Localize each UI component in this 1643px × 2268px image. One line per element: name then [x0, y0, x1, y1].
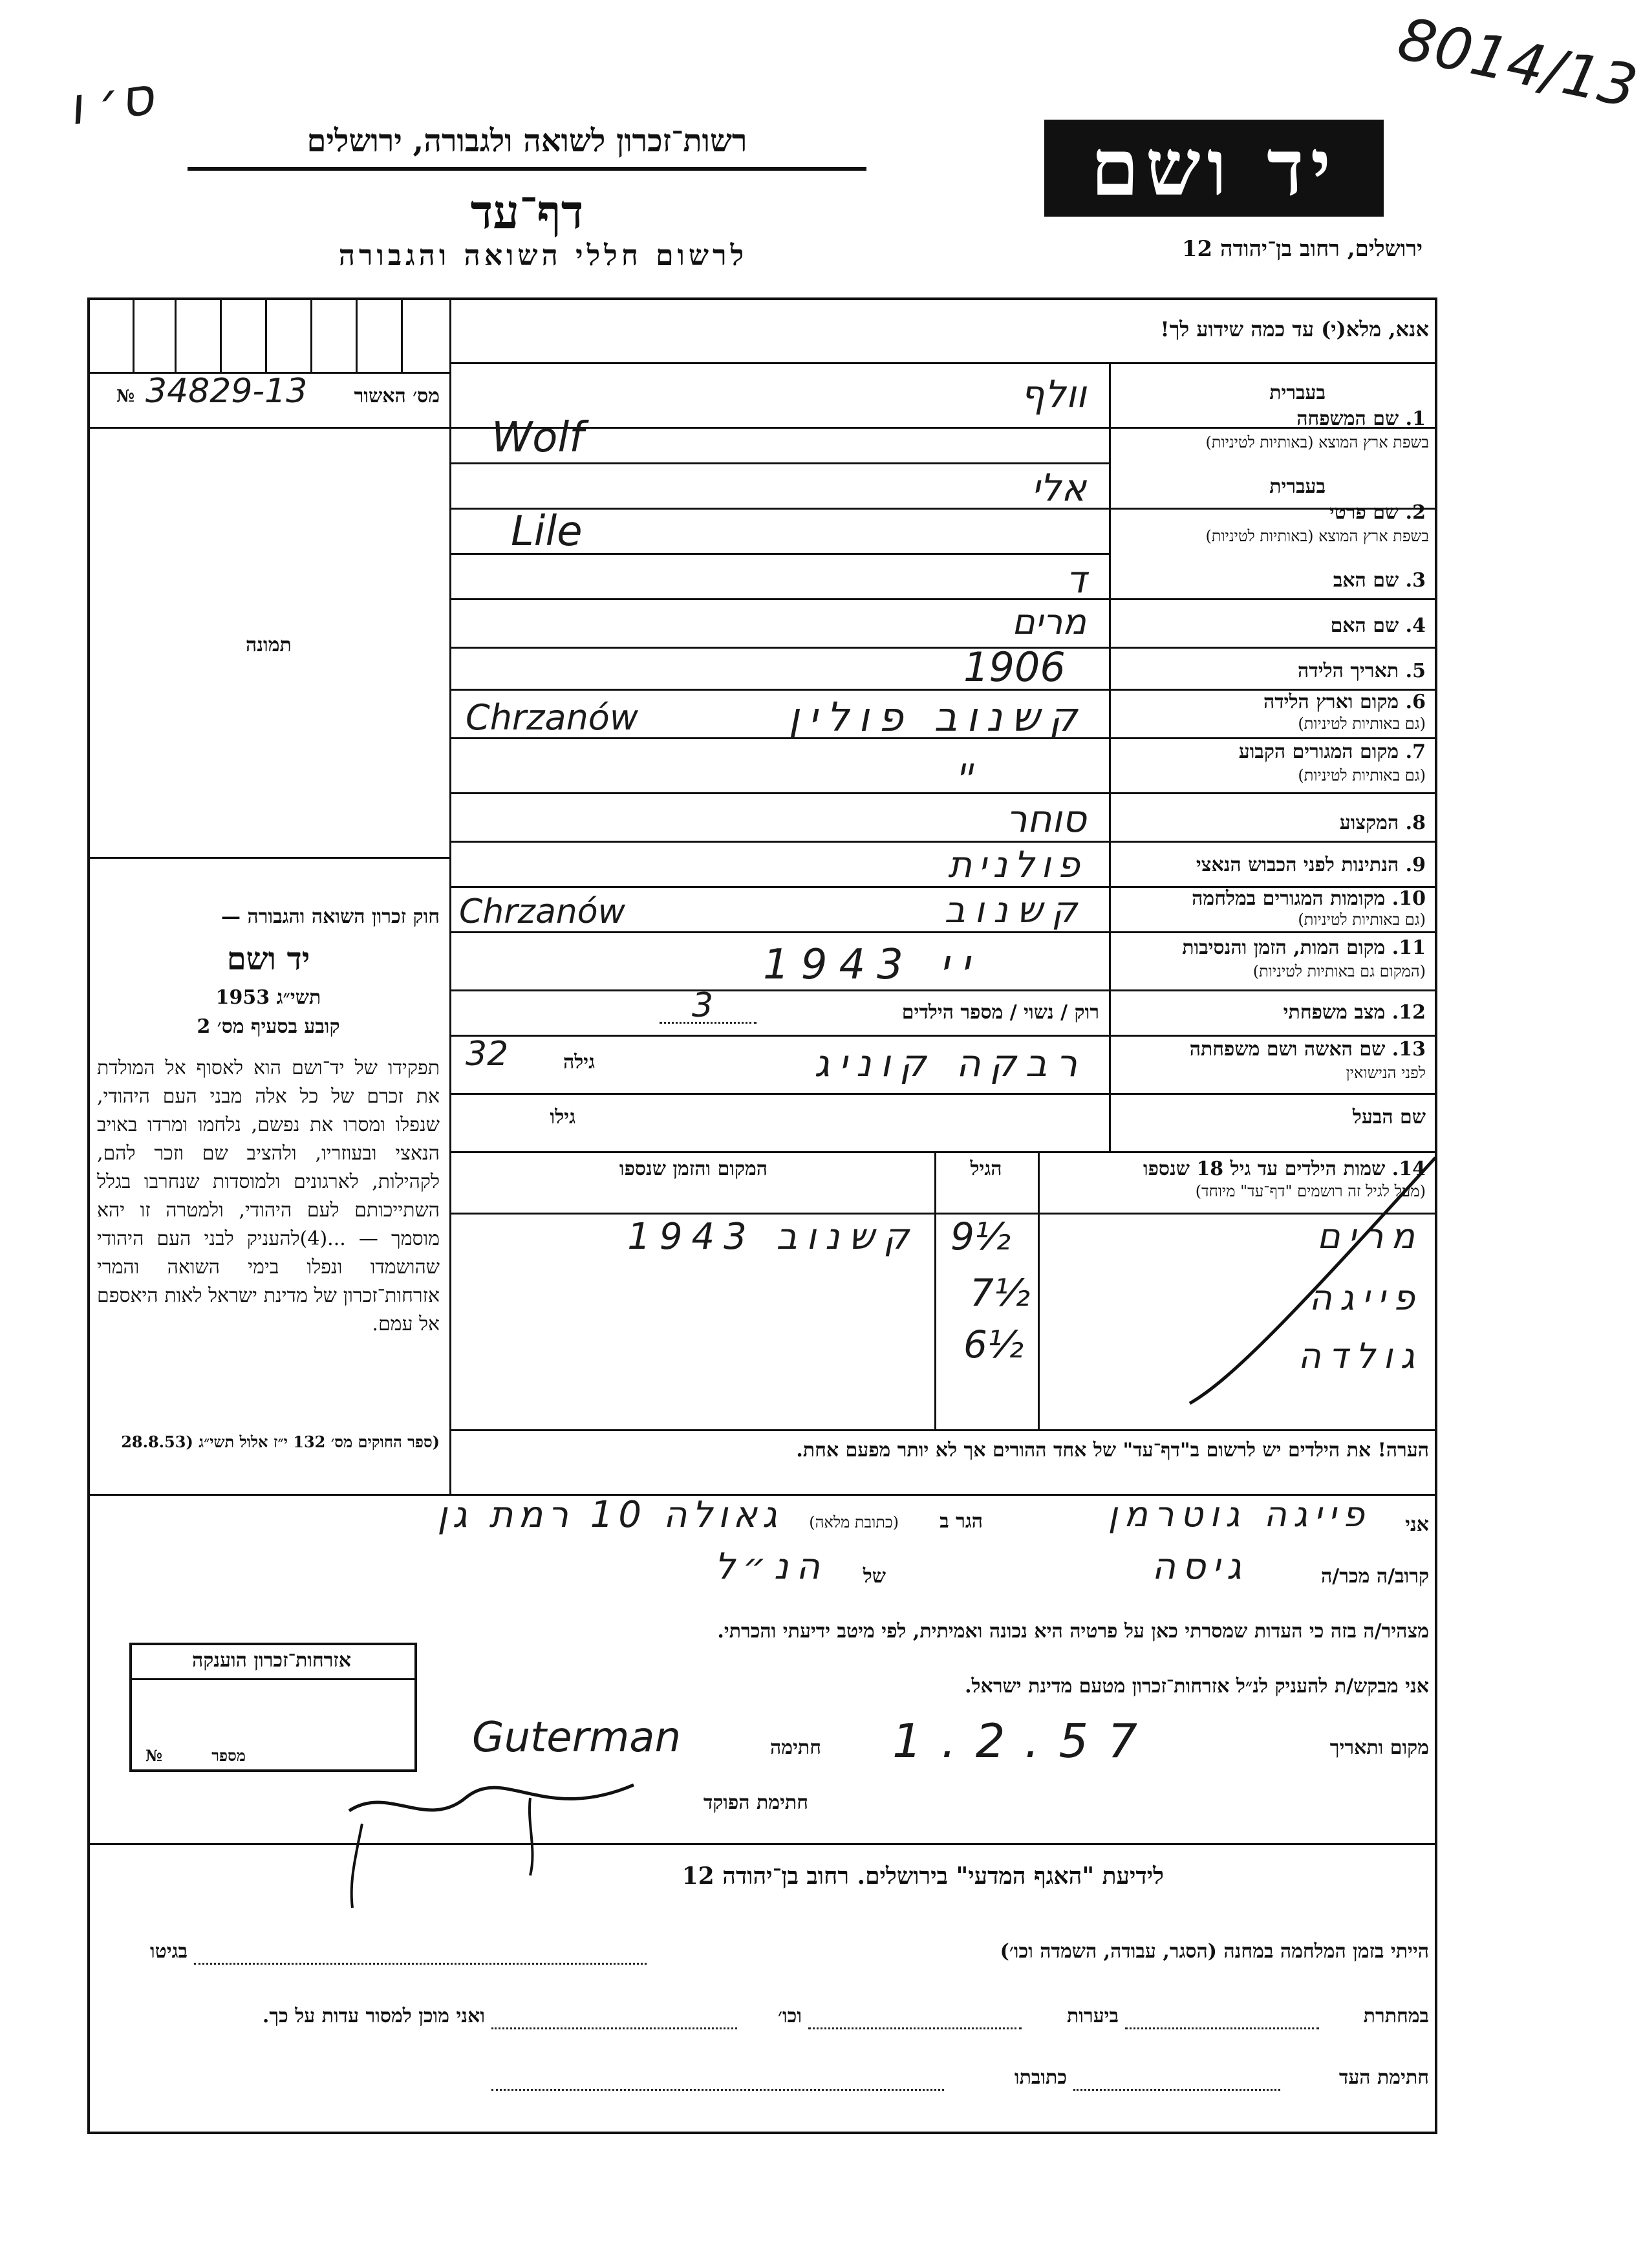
- law-title: חוק זכרון השואה והגבורה —: [221, 905, 440, 928]
- approval-label: מס׳ האשור: [354, 385, 440, 407]
- field-11-value: יי 1943: [763, 941, 982, 989]
- strikethrough-mark: [1177, 1145, 1448, 1429]
- handwritten-annotation-left: ס׳ ו: [64, 65, 158, 137]
- page-subtitle: לרשום חללי השואה והגבורה: [338, 239, 748, 272]
- row-line: [449, 841, 1437, 843]
- children-col-divider-2: [934, 1151, 936, 1429]
- children-place-header: המקום והזמן שנספו: [619, 1158, 768, 1180]
- field-13-age: 32: [466, 1035, 509, 1074]
- tick-2: [175, 297, 177, 372]
- field-4-label: 4. שם האם: [1330, 614, 1426, 637]
- row-line: [449, 1093, 1437, 1095]
- footer-top-line: [87, 1843, 1437, 1845]
- intro-divider: [449, 362, 1437, 364]
- field-3-value: ד: [1066, 557, 1086, 601]
- tick-6: [356, 297, 358, 372]
- declarant-signature: Guterman: [472, 1714, 682, 1762]
- tick-5: [310, 297, 312, 372]
- field-13-sub: לפני הנישואין: [1346, 1064, 1426, 1082]
- label-column-divider: [1109, 362, 1111, 1151]
- child-name-1: מרים: [1316, 1216, 1423, 1257]
- field-12-options: רוק / נשוי / מספר הילדים: [901, 1001, 1099, 1024]
- form-intro: אנא, מלא(י) עד כמה שידוע לך!: [1160, 317, 1429, 341]
- field-5-label: 5. תאריך הלידה: [1298, 660, 1426, 682]
- authority-name: רשות־זכרון לשואה ולגבורה, ירושלים: [306, 123, 747, 159]
- field-6-latin: Chrzanów: [466, 697, 638, 738]
- law-name: יד ושם: [226, 941, 310, 977]
- field-7-value: יי: [957, 750, 973, 791]
- field-10-sub: (גם באותיות לטיניות): [1298, 911, 1426, 929]
- law-year: תשי״ג 1953: [215, 986, 321, 1009]
- field-6-sub: (גם באותיות לטיניות): [1298, 715, 1426, 733]
- field-1-sub: בשפת ארץ המוצא (באותיות לטיניות): [1205, 433, 1429, 451]
- photo-label: תמונה: [246, 634, 292, 656]
- signature-label: חתימה: [770, 1736, 821, 1759]
- footer-forests: ביערות: [1066, 2005, 1119, 2027]
- footer-ghetto: בגיטו: [149, 1940, 188, 1963]
- field-2-hebrew-value: אלי: [1031, 466, 1086, 510]
- row-line: [449, 647, 1437, 649]
- footer-title: לידיעת "האגף המדעי" בירושלים. רחוב בן־יהודה 12: [682, 1863, 1164, 1890]
- husband-label: שם הבעל: [1352, 1106, 1426, 1129]
- field-9-value: פולנית: [948, 844, 1086, 886]
- children-bottom-line: [449, 1429, 1437, 1431]
- children-sub: (מעל לגיל זה רושמים "דף־עד" מיוחד): [1195, 1182, 1426, 1200]
- declaration-date: 1.2.57: [892, 1714, 1157, 1768]
- row-line: [449, 1035, 1437, 1037]
- yad-vashem-logo: יד ושם: [1044, 120, 1384, 217]
- husband-age-label: גילו: [550, 1106, 575, 1129]
- certificate-title: אזרחות־זכרון הוענקה: [191, 1649, 352, 1672]
- children-col-divider-1: [1038, 1151, 1040, 1429]
- field-7-label: 7. מקום המגורים הקבוע: [1238, 740, 1426, 763]
- tick-7: [401, 297, 403, 372]
- law-ref: (ספר החוקים מס׳ 132 י״ז אלול תשי״ג (28.8.53: [121, 1432, 440, 1451]
- law-section: קובע בסעיף מס׳ 2: [197, 1015, 340, 1038]
- declaration-address: גאולה 10 רמת גן: [437, 1494, 782, 1536]
- field-8-value: סוחר: [1005, 797, 1086, 841]
- law-text: תפקידו של יד־ושם הוא לאסוף אל המולדת את זכרם של כל אלה מבני העם היהודי, שנפלו ומסרו את נפשם, נלחמו ומרדו באויב הנאצי ובעוזריו, ולהציב שם וזכר להם, לקהילות, לארגונים ולמוסדות שנחרבו בגלל השתייכותם לעם היהודי, ולמטרה זו יהא מוסמך — ...(4)להעניק לבני העם היהודי שהושמדו ונפלו בימי השואה והמרי אזרחות־זכרון של מדינת ישראל לאות היאספם אל עמם.: [97, 1057, 440, 1335]
- field-10-label: 10. מקומות המגורים במלחמה: [1192, 887, 1426, 910]
- field-8-label: 8. המקצוע: [1339, 812, 1426, 834]
- footer-underground-dots: [1125, 2027, 1319, 2029]
- officer-signature-label: חתימת הפוקד: [703, 1791, 808, 1814]
- footer-forests-dots: [808, 2027, 1022, 2029]
- footer-etc: וכו׳: [778, 2005, 802, 2027]
- of-label: של: [863, 1565, 886, 1588]
- field-12-label: 12. מצב משפחתי: [1283, 1001, 1426, 1024]
- tick-1: [133, 297, 134, 372]
- row-line: [449, 792, 1437, 794]
- footer-witness-dots: [1073, 2089, 1280, 2091]
- field-1-hebrew-value: וולף: [1020, 372, 1086, 416]
- field-13-label: 13. שם האשה ושם משפחתה: [1189, 1038, 1426, 1061]
- footer-etc-dots: [491, 2027, 737, 2029]
- child-place-1: קשנוב 1943: [627, 1216, 918, 1258]
- declaration-request: אני מבקש/ת להעניק לנ״ל אזרחות־זכרון מטעם מדינת ישראל.: [965, 1675, 1429, 1698]
- field-10-value: קשנוב: [944, 889, 1086, 931]
- footer-address: כתובתו: [1014, 2066, 1067, 2089]
- handwritten-annotation-right: 8014/13: [1392, 5, 1643, 122]
- field-9-label: 9. הנתינות לפני הכבוש הנאצי: [1196, 854, 1426, 876]
- declaration-statement: מצהיר/ה בזה כי העדות שמסרתי כאן על פרטיה היא נכונה ואמיתית, לפי מיטב ידיעתי והכרתי.: [717, 1620, 1429, 1643]
- footer-camp-dots: [194, 1963, 647, 1965]
- footer-camp-line: הייתי בזמן המלחמה במחנה (הסגר, עבודה, השמדה וכו׳): [1000, 1940, 1429, 1963]
- authority-underline: [188, 167, 866, 171]
- of-value: הנ״ל: [714, 1546, 828, 1588]
- field-6-value: קשנוב פולין: [788, 693, 1086, 740]
- field-10-latin: Chrzanów: [459, 892, 626, 931]
- field-3-label: 3. שם האב: [1333, 569, 1426, 592]
- footer-address-dots: [491, 2089, 944, 2091]
- field-13-value: רבקה קוניג: [814, 1041, 1086, 1085]
- field-2-label: 2. שם פרטי: [1329, 501, 1426, 524]
- tick-4: [265, 297, 267, 372]
- child-age-3: 6½: [963, 1323, 1024, 1366]
- field-11-sub: (המקום גם באותיות לטיניות): [1252, 962, 1426, 980]
- field-1-latin-value: Wolf: [491, 414, 584, 462]
- field-4-value: מרים: [1011, 601, 1086, 642]
- field-7-sub: (גם באותיות לטיניות): [1298, 766, 1426, 784]
- law-top-line: [87, 857, 449, 859]
- child-name-2: פייגה: [1309, 1277, 1423, 1318]
- children-note: הערה! את הילדים יש לרשום ב"דף־עד" של אחד ההורים אך לא יותר מפעם אחת.: [796, 1439, 1429, 1462]
- relation-value: גיסה: [1152, 1546, 1248, 1588]
- declaration-address-label: (כתובת מלאה): [809, 1513, 899, 1531]
- field-12-value: 3: [692, 986, 714, 1025]
- field-11-label: 11. מקום המות, הזמן והנסיבות: [1182, 936, 1426, 959]
- declaration-residing: הגר ב: [940, 1510, 983, 1533]
- in-hebrew-label-1: בעברית: [1269, 382, 1326, 404]
- footer-underground: במחתרת: [1363, 2005, 1429, 2027]
- row-line: [449, 462, 1109, 464]
- header-address: ירושלים, רחוב בן־יהודה 12: [1181, 236, 1423, 262]
- certificate-header-line: [129, 1678, 417, 1680]
- approval-number: 34829-13: [145, 372, 308, 411]
- approval-bottom-line: [87, 427, 449, 429]
- approval-number-sign: №: [116, 387, 135, 406]
- row-line: [449, 989, 1437, 991]
- divider-left-panel: [449, 297, 451, 1494]
- tick-3: [220, 297, 222, 372]
- field-2-latin-value: Lile: [511, 508, 583, 556]
- child-name-3: גולדה: [1298, 1335, 1423, 1376]
- field-6-label: 6. מקום וארץ הלידה: [1263, 691, 1426, 713]
- footer-ready: ואני מוכן למסור עדות על כך.: [262, 2005, 485, 2027]
- row-line: [449, 931, 1437, 933]
- children-age-header: הגיל: [970, 1158, 1002, 1180]
- field-13-age-label: גילה: [563, 1051, 595, 1074]
- declarant-name: פייגה גוטרמן: [1108, 1494, 1371, 1535]
- in-hebrew-label-2: בעברית: [1269, 475, 1326, 498]
- certificate-no: №: [145, 1746, 163, 1765]
- relative-label: קרוב/ה מכר/ה: [1321, 1565, 1429, 1588]
- child-age-2: 7½: [970, 1271, 1031, 1315]
- certificate-number-label: מספר: [211, 1746, 246, 1765]
- child-age-1: 9½: [950, 1215, 1011, 1258]
- field-2-sub: בשפת ארץ המוצא (באותיות לטיניות): [1205, 527, 1429, 545]
- declaration-i: אני: [1405, 1513, 1429, 1536]
- place-date-label: מקום ותאריך: [1329, 1736, 1429, 1759]
- field-5-value: 1906: [963, 643, 1066, 691]
- field-1-label: 1. שם המשפחה: [1296, 407, 1426, 430]
- footer-witness-signature: חתימת העד: [1338, 2066, 1429, 2089]
- page-title: דף־עד: [470, 184, 584, 239]
- children-label: 14. שמות הילדים עד גיל 18 שנספו: [1143, 1158, 1426, 1180]
